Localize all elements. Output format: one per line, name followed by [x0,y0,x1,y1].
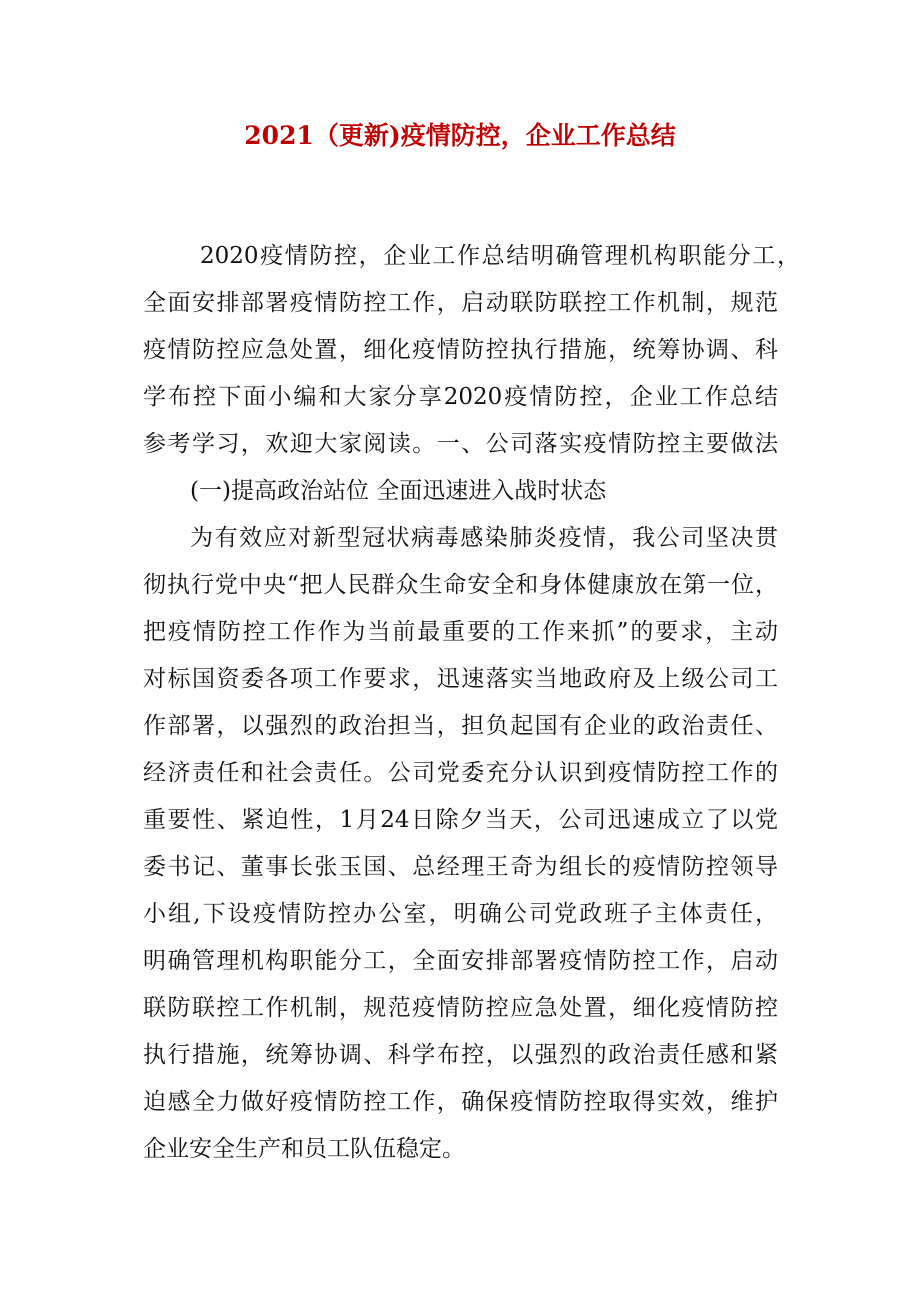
paragraph-3-line-13: 迫感全力做好疫情防控工作，确保疫情防控取得实效，维护 [143,1089,778,1115]
paragraph-3-line-11: 联防联控工作机制，规范疫情防控应急处置，细化疫情防控 [143,995,778,1021]
paragraph-3-line-4: 对标国资委各项工作要求，迅速落实当地政府及上级公司工 [143,666,778,692]
paragraph-1-line-5: 参考学习，欢迎大家阅读。一、公司落实疫情防控主要做法 [143,431,778,457]
paragraph-3-line-1: 为有效应对新型冠状病毒感染肺炎疫情，我公司坚决贯 [190,525,778,551]
paragraph-3-line-2: 彻执行党中央“把人民群众生命安全和身体健康放在第一位， [143,572,778,598]
paragraph-1-line-2: 全面安排部署疫情防控工作，启动联防联控工作机制，规范 [143,290,778,316]
paragraph-1-line-3: 疫情防控应急处置，细化疫情防控执行措施，统筹协调、科 [143,337,778,363]
paragraph-3-line-9: 小组,下设疫情防控办公室，明确公司党政班子主体责任， [143,901,778,927]
paragraph-3-line-10: 明确管理机构职能分工，全面安排部署疫情防控工作，启动 [143,948,778,974]
paragraph-1-line-4: 学布控下面小编和大家分享2020疫情防控，企业工作总结 [143,384,778,410]
paragraph-3-line-3: 把疫情防控工作作为当前最重要的工作来抓”的要求，主动 [143,619,778,645]
paragraph-3-line-8: 委书记、董事长张玉国、总经理王奇为组长的疫情防控领导 [143,854,778,880]
paragraph-3-line-14: 企业安全生产和员工队伍稳定。 [143,1136,465,1162]
paragraph-1-line-1: 2020疫情防控，企业工作总结明确管理机构职能分工， [200,243,800,269]
section-heading: (一)提高政治站位 全面迅速进入战时状态 [190,478,607,504]
paragraph-3-line-7: 重要性、紧迫性，1月24日除夕当天，公司迅速成立了以党 [143,807,778,833]
paragraph-3-line-6: 经济责任和社会责任。公司党委充分认识到疫情防控工作的 [143,760,778,786]
document-title: 2021（更新)疫情防控，企业工作总结 [244,121,676,150]
paragraph-3-line-12: 执行措施，统筹协调、科学布控，以强烈的政治责任感和紧 [143,1042,778,1068]
paragraph-3-line-5: 作部署，以强烈的政治担当，担负起国有企业的政治责任、 [143,713,778,739]
